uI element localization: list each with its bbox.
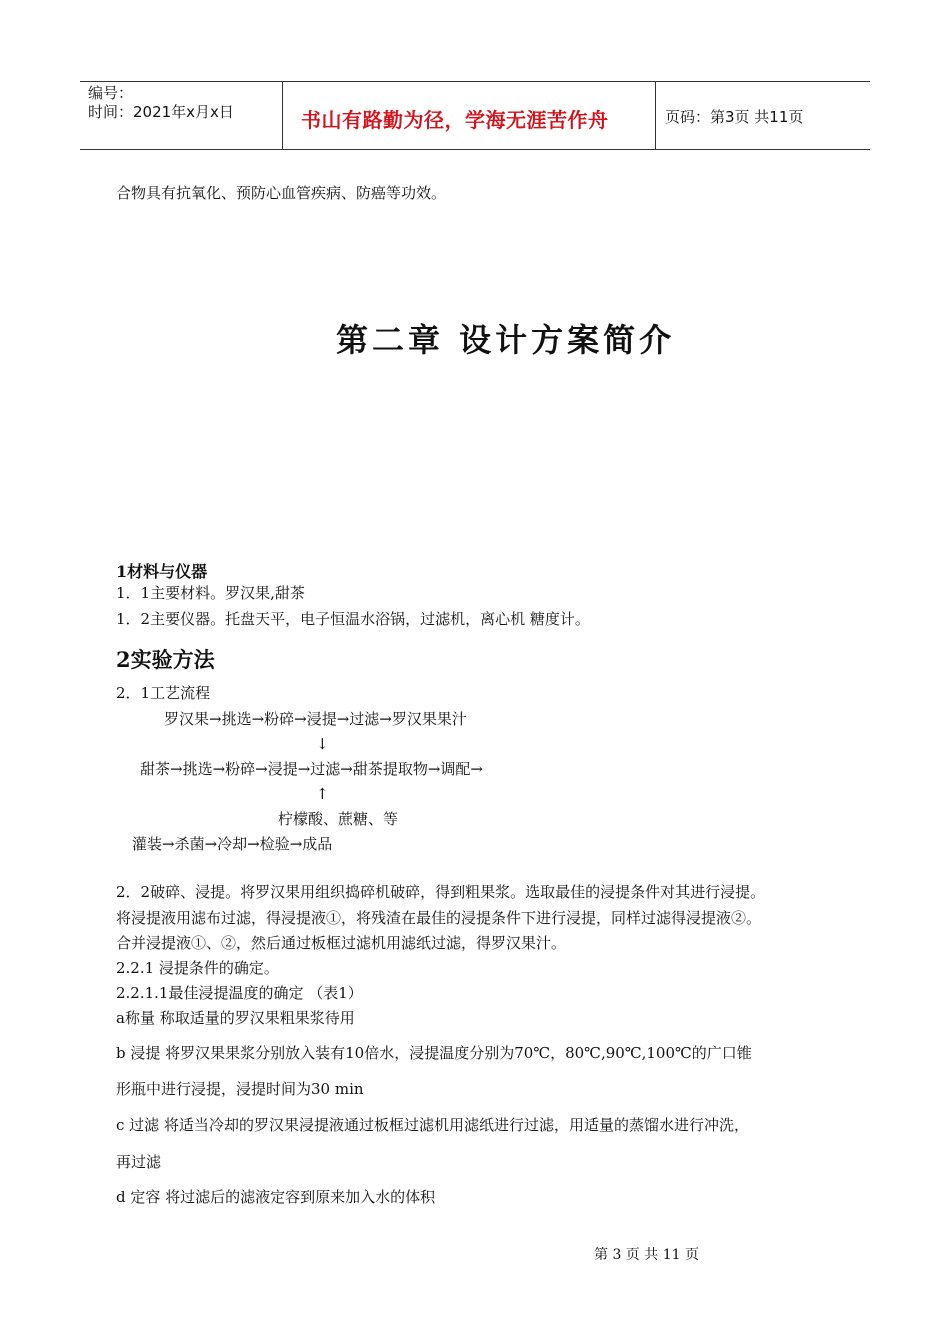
header-motto: 书山有路勤为径，学海无涯苦作舟 — [301, 108, 609, 132]
flow-arrow-down: ↓ — [316, 735, 329, 753]
page-footer: 第 3 页 共 11 页 — [594, 1247, 699, 1263]
header-time-label: 时间：2021年x月x日 — [88, 103, 234, 121]
header-divider-left — [282, 82, 283, 149]
chapter-title: 第二章 设计方案简介 — [336, 321, 676, 359]
step-c-line2: 再过滤 — [116, 1153, 162, 1171]
header-top-rule — [80, 81, 870, 82]
section1-title: 1材料与仪器 — [116, 562, 208, 581]
step-b-line2: 形瓶中进行浸提，浸提时间为30 min — [116, 1080, 364, 1098]
header-number-label: 编号： — [88, 84, 134, 102]
section1-item1: 1．1主要材料。罗汉果,甜茶 — [116, 584, 305, 602]
section1-item2: 1．2主要仪器。托盘天平，电子恒温水浴锅，过滤机，离心机 糖度计。 — [116, 610, 590, 628]
flow-line1: 罗汉果→挑选→粉碎→浸提→过滤→罗汉果果汁 — [164, 710, 467, 728]
step-a: a称量 称取适量的罗汉果粗果浆待用 — [116, 1009, 355, 1027]
heading-2-2-1: 2.2.1 浸提条件的确定。 — [116, 959, 279, 977]
para-2-2-line3: 合并浸提液①、②，然后通过板框过滤机用滤纸过滤，得罗汉果汁。 — [116, 934, 567, 952]
flow-line2: 甜茶→挑选→粉碎→浸提→过滤→甜茶提取物→调配→ — [140, 760, 483, 778]
heading-2-2-1-1: 2.2.1.1最佳浸提温度的确定 （表1） — [116, 984, 363, 1002]
section2-title: 2实验方法 — [116, 647, 215, 672]
intro-line: 合物具有抗氧化、预防心血管疾病、防癌等功效。 — [116, 184, 447, 202]
flow-line3: 柠檬酸、蔗糖、等 — [278, 810, 399, 828]
para-2-2-line2: 将浸提液用滤布过滤，得浸提液①，将残渣在最佳的浸提条件下进行浸提，同样过滤得浸提液②。 — [116, 909, 762, 927]
step-b-line1: b 浸提 将罗汉果果浆分别放入装有10倍水，浸提温度分别为70℃，80℃,90℃,100℃的广口锥 — [116, 1044, 752, 1062]
header-bottom-rule — [80, 149, 870, 150]
header-page-info: 页码：第3页 共11页 — [665, 108, 804, 126]
step-d: d 定容 将过滤后的滤液定容到原来加入水的体积 — [116, 1188, 436, 1206]
header-divider-right — [655, 82, 656, 149]
para-2-2-line1: 2．2破碎、浸提。将罗汉果用组织捣碎机破碎，得到粗果浆。选取最佳的浸提条件对其进行浸提。 — [116, 883, 766, 901]
section2-sub1: 2．1工艺流程 — [116, 684, 211, 702]
flow-line4: 灌装→杀菌→冷却→检验→成品 — [132, 835, 333, 853]
flow-arrow-up: ↑ — [316, 785, 329, 803]
step-c-line1: c 过滤 将适当冷却的罗汉果浸提液通过板框过滤机用滤纸进行过滤，用适量的蒸馏水进行冲洗， — [116, 1116, 749, 1134]
